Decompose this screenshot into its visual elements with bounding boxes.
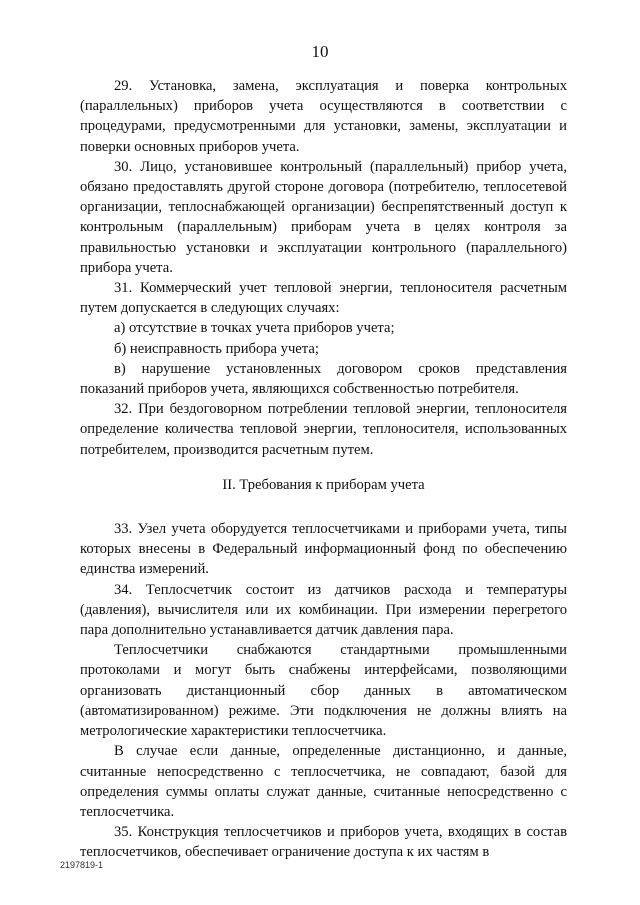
section-heading: II. Требования к приборам учета <box>222 476 425 493</box>
list-item-a: а) отсутствие в точках учета приборов учета; <box>114 320 395 337</box>
paragraph-31: 31. Коммерческий учет тепловой энергии, теплоносителя расчетным путем допускается в следующих случаях: <box>80 280 567 317</box>
paragraph-heat-meters-protocols: Теплосчетчики снабжаются стандартными промышленными протоколами и могут быть снабжены интерфейсами, позволяющими организовать дистанционный сбор данных в автоматическом (автоматизированном) режиме. Эти подключения не должны влиять на метрологические характеристики теплосчетчика. <box>80 642 567 740</box>
paragraph-34: 34. Теплосчетчик состоит из датчиков расхода и температуры (давления), вычислителя или их комбинации. При измерении перегретого пара дополнительно устанавливается датчик давления пара. <box>80 581 567 639</box>
paragraph-29: 29. Установка, замена, эксплуатация и поверка контрольных (параллельных) приборов учета осуществляются в соответствии с процедурами, предусмотренными для установки, замены, эксплуатации и поверки основных приборов учета. <box>80 78 567 155</box>
paragraph-data-mismatch: В случае если данные, определенные дистанционно, и данные, считанные непосредственно с теплосчетчика, не совпадают, базой для определения суммы оплаты служат данные, считанные непосредственно с теплосчетчика. <box>80 743 567 820</box>
paragraph-33: 33. Узел учета оборудуется теплосчетчиками и приборами учета, типы которых внесены в Федеральный информационный фонд по обеспечению единства измерений. <box>80 521 567 578</box>
page-number: 10 <box>311 42 329 61</box>
paragraph-35: 35. Конструкция теплосчетчиков и приборов учета, входящих в состав теплосчетчиков, обеспечивает ограничение доступа к их частям в <box>80 824 567 861</box>
list-item-c: в) нарушение установленных договором сроков представления показаний приборов учета, являющихся собственностью потребителя. <box>80 360 567 398</box>
list-item-b: б) неисправность прибора учета; <box>114 340 319 357</box>
document-code: 2197819-1 <box>60 860 104 870</box>
paragraph-32: 32. При бездоговорном потреблении тепловой энергии, теплоносителя определение количества тепловой энергии, теплоносителя, использованных потребителем, производится расчетным путем. <box>80 401 567 458</box>
document-body <box>80 76 567 863</box>
paragraph-30: 30. Лицо, установившее контрольный (параллельный) прибор учета, обязано предоставлять другой стороне договора (потребителю, теплосетевой организации, теплоснабжающей организации) беспрепятственный доступ к контрольным (параллельным) приборам учета в целях контроля за правильностью установки и эксплуатации контрольного (параллельного) прибора учета. <box>80 158 567 276</box>
